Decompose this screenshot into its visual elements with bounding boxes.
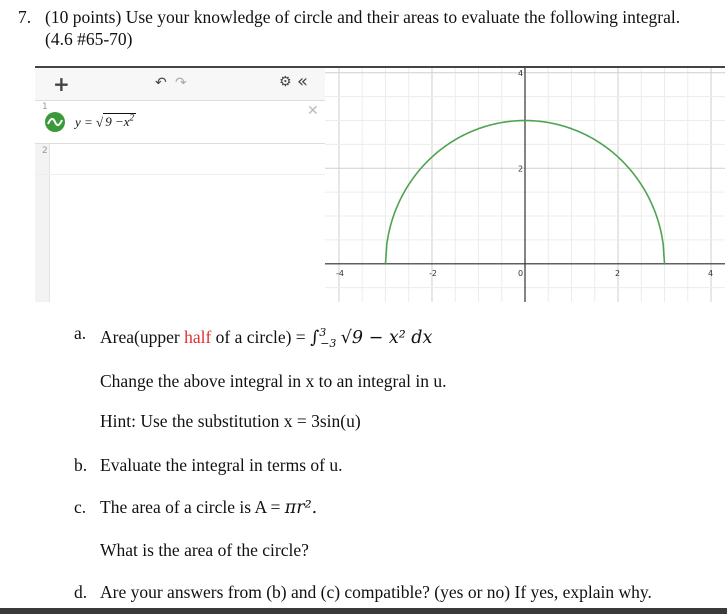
expression-row-1[interactable] bbox=[35, 101, 325, 144]
delete-expression-icon[interactable]: ✕ bbox=[307, 103, 319, 119]
row-number: 1 bbox=[42, 102, 48, 112]
add-item-icon[interactable]: + bbox=[53, 72, 70, 96]
settings-gear-icon[interactable]: ⚙ bbox=[279, 74, 292, 90]
part-b-label: b. bbox=[74, 455, 88, 475]
expression-row-2[interactable] bbox=[35, 144, 325, 175]
lower-limit: −3 bbox=[320, 337, 337, 351]
half-highlight: half bbox=[184, 326, 212, 347]
x-tick-label: 2 bbox=[615, 268, 621, 278]
y-tick-label: 4 bbox=[518, 68, 524, 78]
graph-canvas[interactable] bbox=[325, 68, 725, 302]
integrand: √9 − x² dx bbox=[340, 327, 433, 348]
row-number: 2 bbox=[42, 146, 48, 156]
part-a-label: a. bbox=[74, 323, 87, 343]
calc-toolbar bbox=[35, 68, 325, 101]
integral-sign: ∫ bbox=[310, 327, 320, 348]
sqrt-symbol: √ bbox=[96, 114, 104, 130]
part-b-text: Evaluate the integral in terms of u. bbox=[100, 455, 343, 475]
expression-radicand: $9 -x^2$ bbox=[105, 113, 134, 130]
undo-icon[interactable]: ↶ bbox=[155, 75, 167, 91]
x-tick-label: -4 bbox=[335, 268, 344, 278]
x-tick-label: 4 bbox=[708, 268, 714, 278]
part-a-statement: Area(upper half of a circle) = ∫$^3_{-3}$ √9 − x² dx bbox=[100, 326, 433, 351]
expression-lhs: y = bbox=[75, 114, 93, 130]
change-instruction: Change the above integral in x to an integral in u. bbox=[100, 371, 447, 391]
part-c-label: c. bbox=[74, 497, 87, 517]
part-c-text: The area of a circle is A = πr². bbox=[100, 497, 318, 518]
question-number: 7. bbox=[18, 7, 32, 27]
circle-area-question: What is the area of the circle? bbox=[100, 540, 309, 560]
area-formula: πr². bbox=[284, 498, 318, 518]
graph-toggle-icon[interactable] bbox=[44, 111, 66, 133]
redo-icon[interactable]: ↷ bbox=[175, 75, 187, 91]
x-tick-label: -2 bbox=[428, 268, 437, 278]
bottom-edge-bar bbox=[0, 608, 727, 614]
collapse-panel-icon[interactable]: « bbox=[297, 71, 309, 92]
expression-formula[interactable] bbox=[75, 113, 136, 130]
graphing-calculator bbox=[35, 66, 725, 302]
question-text: (10 points) Use your knowledge of circle and their areas to evaluate the following integral. (4.6 #65-70) bbox=[45, 7, 681, 49]
upper-limit: 3 bbox=[319, 326, 327, 339]
hint-text: Hint: Use the substitution x = 3sin(u) bbox=[100, 411, 361, 431]
expression-panel bbox=[35, 68, 325, 302]
y-tick-label: 2 bbox=[518, 164, 524, 174]
part-d-label: d. bbox=[74, 582, 88, 602]
part-d-text: Are your answers from (b) and (c) compatible? (yes or no) If yes, explain why. bbox=[100, 582, 652, 602]
x-tick-label: 0 bbox=[518, 268, 524, 278]
